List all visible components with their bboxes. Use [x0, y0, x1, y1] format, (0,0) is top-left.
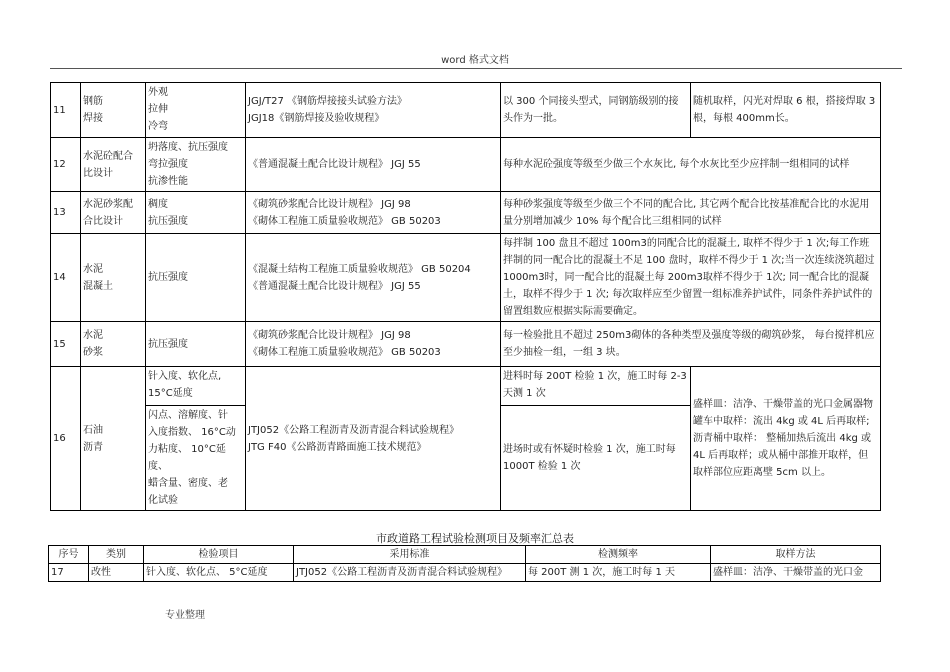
sampling-method-cell: 盛样皿：洁净、干燥带盖的光口金属器物 罐车中取样：流出 4kg 或 4L 后再取样; 沥青桶中取样： 整桶加热后流出 4kg 或 4L 后再取样；或从桶中部推开取样，但取样部位应距离壁 5cm 以上。	[691, 367, 881, 511]
table-row	[51, 367, 881, 406]
test-items-cell: 针入度、软化点, 15°C延度	[146, 367, 246, 406]
page-footer: 专业整理	[165, 610, 205, 621]
summary-table	[48, 545, 881, 582]
row-number: 17	[49, 564, 89, 582]
test-items-cell: 外观 拉伸 冷弯	[146, 83, 246, 138]
standard-cell: JGJ/T27 《钢筋焊接接头试验方法》 JGJ18《钢筋焊接及验收规程》	[246, 83, 501, 138]
standard-cell: 《砌筑砂浆配合比设计规程》 JGJ 98 《砌体工程施工质量验收规范》 GB 50203	[246, 322, 501, 367]
row-number: 11	[51, 83, 81, 138]
frequency-cell: 每 200T 测 1 次，施工时每 1 天	[526, 564, 711, 582]
row-number: 13	[51, 192, 81, 234]
category-cell: 水泥砂浆配 合比设计	[81, 192, 146, 234]
row-number: 14	[51, 234, 81, 322]
table-row	[51, 322, 881, 367]
table-row	[51, 138, 881, 192]
header-cell: 采用标准	[294, 546, 526, 564]
category-cell: 改性	[89, 564, 144, 582]
page-header: word 格式文档	[441, 55, 509, 66]
inspection-table	[50, 82, 881, 511]
frequency-cell: 以 300 个同接头型式，同钢筋级别的接头作为一批。	[501, 83, 691, 138]
standard-cell: 《砌筑砂浆配合比设计规程》 JGJ 98 《砌体工程施工质量验收规范》 GB 50203	[246, 192, 501, 234]
row-number: 15	[51, 322, 81, 367]
summary-title: 市政道路工程试验检测项目及频率汇总表	[376, 532, 574, 545]
frequency-cell: 每一检验批且不超过 250m3砌体的各种类型及强度等级的砌筑砂浆， 每台搅拌机应至少抽检一组，一组 3 块。	[501, 322, 881, 367]
header-rule	[50, 68, 902, 69]
header-cell: 检验项目	[144, 546, 294, 564]
table-row	[51, 83, 881, 138]
standard-cell: JTJ052《公路工程沥青及沥青混合料试验规程》 JTG F40《公路沥青路面施工技术规范》	[246, 367, 501, 511]
header-cell: 类别	[89, 546, 144, 564]
sampling-method-cell: 盛样皿：洁净、干燥带盖的光口金	[711, 564, 881, 582]
category-cell: 水泥砼配合 比设计	[81, 138, 146, 192]
row-number: 12	[51, 138, 81, 192]
summary-header-row	[49, 546, 881, 564]
test-items-cell: 坍落度、抗压强度 弯拉强度 抗渗性能	[146, 138, 246, 192]
table-row	[51, 234, 881, 322]
header-cell: 检测频率	[526, 546, 711, 564]
sampling-method-cell: 随机取样，闪光对焊取 6 根，搭接焊取 3 根，每根 400mm长。	[691, 83, 881, 138]
category-cell: 水泥 混凝土	[81, 234, 146, 322]
test-items-cell: 闪点、溶解度、针 入度指数、 16°C动 力粘度、 10°C延度、 蜡含量、密度、老 化试验	[146, 406, 246, 511]
header-cell: 序号	[49, 546, 89, 564]
table-row	[51, 192, 881, 234]
standard-cell: 《混凝土结构工程施工质量验收规范》 GB 50204 《普通混凝土配合比设计规程》 JGJ 55	[246, 234, 501, 322]
standard-cell: JTJ052《公路工程沥青及沥青混合料试验规程》	[294, 564, 526, 582]
frequency-cell: 进场时或有怀疑时检验 1 次，施工时每 1000T 检验 1 次	[501, 406, 691, 511]
test-items-cell: 抗压强度	[146, 322, 246, 367]
frequency-cell: 每种水泥砼强度等级至少做三个水灰比, 每个水灰比至少应拌制一组相同的试样	[501, 138, 881, 192]
category-cell: 石油 沥青	[81, 367, 146, 511]
category-cell: 钢筋 焊接	[81, 83, 146, 138]
standard-cell: 《普通混凝土配合比设计规程》 JGJ 55	[246, 138, 501, 192]
frequency-cell: 进料时每 200T 检验 1 次，施工时每 2-3 天测 1 次	[501, 367, 691, 406]
row-number: 16	[51, 367, 81, 511]
test-items-cell: 抗压强度	[146, 234, 246, 322]
table-row	[49, 564, 881, 582]
frequency-cell: 每种砂浆强度等级至少做三个不同的配合比, 其它两个配合比按基准配合比的水泥用量分别增加减少 10% 每个配合比三组相同的试样	[501, 192, 881, 234]
test-items-cell: 稠度 抗压强度	[146, 192, 246, 234]
header-cell: 取样方法	[711, 546, 881, 564]
test-items-cell: 针入度、软化点、 5°C延度	[144, 564, 294, 582]
category-cell: 水泥 砂浆	[81, 322, 146, 367]
frequency-cell: 每拌制 100 盘且不超过 100m3的同配合比的混凝土, 取样不得少于 1 次;每工作班拌制的同一配合比的混凝土不足 100 盘时，取样不得少于 1 次;当一次连续浇筑超过 1000m3时，同一配合比的混凝土每 200m3取样不得少于 1次; 同一配合比的混凝土，取样不得少于 1 次; 每次取样应至少留置一组标准养护试件，同条件养护试件的留置组数应根据实际需要确定。	[501, 234, 881, 322]
